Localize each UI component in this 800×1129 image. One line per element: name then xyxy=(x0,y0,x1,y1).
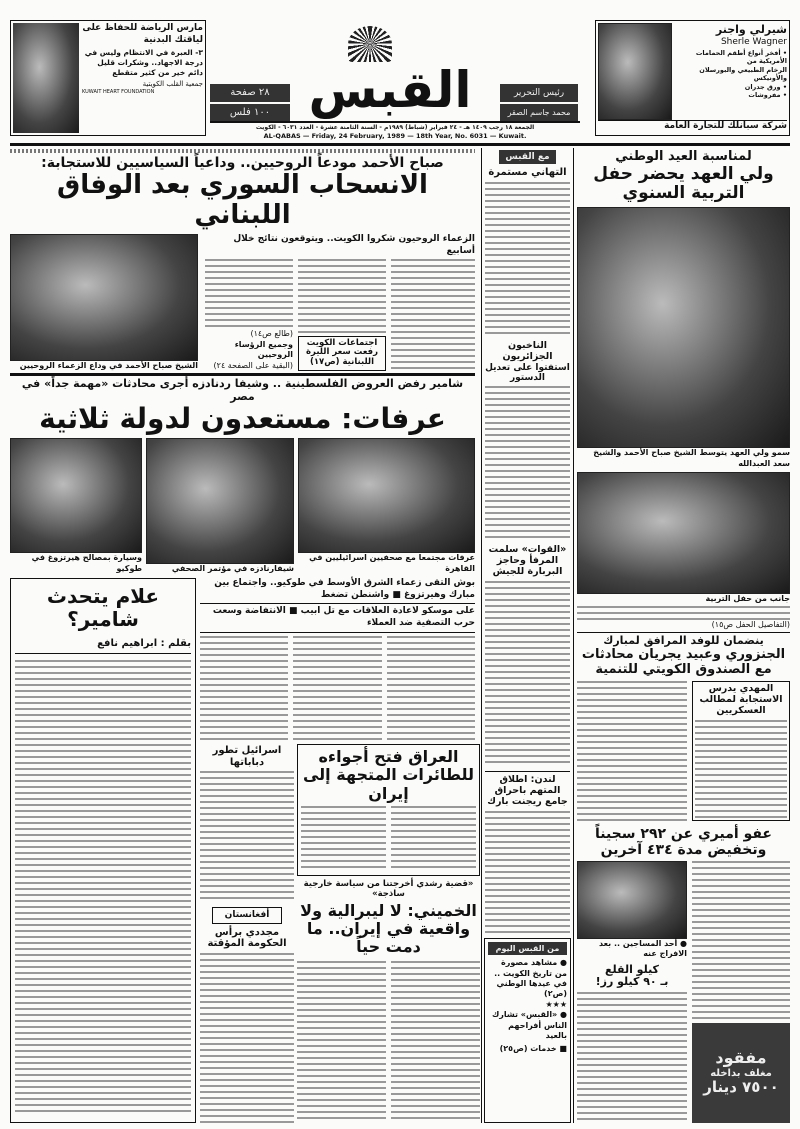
kilo-body xyxy=(577,992,687,1123)
arafat-body xyxy=(200,636,288,740)
ceremony-photo xyxy=(577,207,790,448)
ad-sub: مغلف بداخله xyxy=(710,1067,772,1079)
lead-body xyxy=(205,259,293,329)
arafat-kicker: شامير رفض العروض الفلسطينية .. وشيفا ردنادزه أجرى محادثات «مهمة جداً» في مصر xyxy=(21,377,464,403)
kilo-headline-a: كيلو القلع xyxy=(605,962,659,976)
photo-column xyxy=(146,438,294,574)
today-item[interactable]: ■ خدمات (ص٢٥) xyxy=(499,1044,567,1054)
iraq-body xyxy=(301,806,386,872)
jump: وجميع الرؤساء الروحيين xyxy=(234,339,293,360)
khomeini-columns xyxy=(297,961,480,1123)
caption: عرفات مجتمعا مع صحفيين اسرائيليين في القاهرة xyxy=(309,553,475,573)
london-body xyxy=(485,811,570,933)
khomeini-body xyxy=(391,961,480,1123)
london-headline: لندن: اطلاق المتهم باحراق جامع ريجنت بارك xyxy=(485,771,570,808)
dateline-en: AL-QABAS — Friday, 24 February, 1989 — 18th Year, No. 6031 — Kuwait. xyxy=(263,132,527,140)
ad-text-column xyxy=(82,23,203,133)
israel-tanks-headline: اسرائيل تطور دباباتها xyxy=(212,745,282,768)
ad-company: شركة سبانلك للتجارة العامة xyxy=(598,120,787,133)
prisoner-photo xyxy=(577,861,687,939)
lead-text-area xyxy=(203,234,475,371)
algeria-headline: استفتوا على تعديل الدستور xyxy=(485,362,570,384)
amnesty-headline: عفو أميري عن ٢٩٢ سجيناً وتخفيض مدة ٤٣٤ آخرين xyxy=(595,825,772,858)
lf-headline: «القوات» سلمت المرفأ وحاجز البربارة للجيش xyxy=(488,544,567,578)
caption: شيفارنادزه في مؤتمر الصحفي xyxy=(171,563,294,573)
jump: (طالع ص١٤) xyxy=(250,329,293,339)
ganzouri-kicker: ينضمان للوفد المرافق لمبارك xyxy=(603,634,764,648)
ganzouri-headline: الجنزوري وعبيد يجريان محادثات مع الصندوق الكويتي للتنمية xyxy=(581,646,786,677)
photo-bush xyxy=(10,438,142,553)
col-rule xyxy=(573,148,574,1123)
algeria-body xyxy=(485,386,570,539)
arafat-sub1: بوش التقى زعماء الشرق الأوسط في طوكيو.. واجتماع بين مبارك وهيرتزوغ ■ واشنطن تضغط xyxy=(214,578,475,600)
mojaddedi-headline: مجددي برأس الحكومة المؤقتة xyxy=(207,926,287,949)
algeria-kicker: الناخبون الجزائريون xyxy=(502,339,553,362)
price-label: ١٠٠ فلس xyxy=(210,104,290,122)
mahdi-box xyxy=(692,681,790,821)
ad-title: مفقود xyxy=(715,1048,767,1068)
photo-column xyxy=(10,438,142,574)
col-rule xyxy=(481,148,482,1123)
sun-emblem-icon xyxy=(348,26,392,62)
today-item[interactable]: ● مشاهد مصورة من تاريخ الكويت .. في عيدها الوطني (ص٢) xyxy=(494,958,567,999)
afghanistan-label: أفغانستان xyxy=(212,907,282,923)
caption: سمو ولي العهد يتوسط الشيخ صباح الأحمد والشيخ سعد العبدالله xyxy=(593,448,790,468)
arafat-headline: عرفات: مستعدون لدولة ثلاثية xyxy=(39,402,446,436)
today-item: ★★★ xyxy=(545,999,567,1009)
ad-body xyxy=(598,23,787,120)
lead-photo-column xyxy=(10,234,198,371)
ad-org-en: KUWAIT HEART FOUNDATION xyxy=(82,88,155,95)
lira-box: اجتماعات الكويت رفعت سعر الليرة اللبنانية (ص١٧) xyxy=(298,336,386,371)
masthead-rule xyxy=(210,121,580,123)
today-box xyxy=(484,938,571,1123)
ceremony-photo-2 xyxy=(577,472,790,594)
lead-photo xyxy=(10,234,198,361)
top-rule xyxy=(10,143,790,146)
today-item[interactable]: ● «القبس» تشارك الناس أفراحهم بالعيد xyxy=(491,1010,567,1040)
editor-title: رئيس التحرير xyxy=(500,84,578,102)
arafat-sub2: على موسكو لاعادة العلاقات مع تل ابيب ■ الانتفاضة وسعت حرب التصفية ضد العملاء xyxy=(200,603,475,632)
ad-amount: ٧٥٠٠ دينار xyxy=(703,1078,779,1097)
ganzouri-body xyxy=(577,681,687,821)
oped-byline: بقلم : ابراهيم نافع xyxy=(15,631,191,654)
congrats-body xyxy=(485,182,570,335)
rule xyxy=(577,632,790,633)
arafat-photos xyxy=(10,438,475,574)
lead-subhead: الزعماء الروحيون شكروا الكويت.. ويتوقعون نتائج خلال أسابيع xyxy=(233,233,475,256)
arafat-body xyxy=(387,636,475,740)
lf-body xyxy=(485,581,570,765)
lead-headline: الانسحاب السوري بعد الوفاق اللبناني xyxy=(57,170,428,230)
caption: جانب من حفل التربية xyxy=(705,593,790,603)
iraq-headline: العراق فتح أجواءه للطائرات المتجهة إلى إيران xyxy=(302,747,475,803)
ad-heart-foundation xyxy=(10,20,206,136)
lead-row xyxy=(10,234,475,371)
lead-kicker: صباح الأحمد مودعاً الروحيين.. وداعياً السياسيين للاستجابة: xyxy=(41,155,444,171)
lead-body xyxy=(391,259,475,371)
logo: القبس xyxy=(308,61,472,119)
center-column xyxy=(485,150,570,933)
lead-caption: الشيخ صباح الأحمد في وداع الزعماء الروحيين xyxy=(19,360,198,370)
ad-brand: شيرلي واجنر xyxy=(715,23,787,36)
mojaddedi-body xyxy=(200,953,294,1124)
amnesty-left xyxy=(577,861,687,1123)
right-column xyxy=(577,150,790,1123)
ad-line: • مفروشات xyxy=(748,91,787,100)
ad-line: • ورق جدران xyxy=(744,82,787,91)
ganzouri-row xyxy=(577,681,790,821)
tanks-body xyxy=(200,771,294,902)
amnesty-body xyxy=(692,861,790,1019)
ad-line: • أفخر أنواع أطقم الحمامات الأمريكية من xyxy=(695,48,787,66)
khomeini-kicker: «قضية رشدي أخرجتنا من سياسة خارجية ساذجة» xyxy=(303,879,474,899)
congrats-headline: التهاني مستمرة xyxy=(488,167,567,179)
amnesty-row xyxy=(577,861,790,1123)
lead-body xyxy=(298,259,386,332)
arafat-body xyxy=(293,636,381,740)
amnesty-right xyxy=(692,861,790,1123)
lead-left-column xyxy=(205,259,293,371)
rule xyxy=(10,373,475,376)
runner-photo xyxy=(13,23,79,133)
crown-prince-headline: ولي العهد يحضر حفل التربية السنوي xyxy=(593,163,774,204)
lead-story xyxy=(10,149,475,371)
arafat-story xyxy=(10,378,475,574)
mid-left-column xyxy=(200,745,294,1123)
ad-brand-en: Sherle Wagner xyxy=(720,37,787,48)
caption: وسيارة بمصالح هيرتزوغ في طوكيو xyxy=(31,553,142,573)
arafat-continuation xyxy=(200,578,475,740)
dateline-ar: الجمعة ١٨ رجب ١٤٠٩ هـ - ٢٤ فبراير (شباط) ١٩٨٩م - السنة الثامنة عشرة - العدد ٦٠٣١ - الكويت xyxy=(255,124,535,131)
faucet-photo xyxy=(598,23,672,120)
khomeini-headline: الخميني: لا ليبرالية ولا واقعية في إيران.. ما دمت حياً xyxy=(300,900,477,957)
with-qabas-box: مع القبس xyxy=(499,150,556,164)
ad-text-column xyxy=(675,23,787,120)
iraq-body xyxy=(391,806,476,872)
screen-band xyxy=(10,149,475,153)
mahdi-body xyxy=(695,720,787,818)
arafat-columns xyxy=(200,636,475,740)
oped-headline: علام يتحدث شامير؟ xyxy=(46,584,160,631)
caption: ● أحد المساجين .. بعد الافراج عنه xyxy=(599,939,687,959)
khomeini-body xyxy=(297,961,386,1123)
mahdi-headline: المهدي يدرس الاستجابة لمطالب العسكريين xyxy=(699,682,783,716)
kilo-headline-b: بـ ٩٠ كيلو رز! xyxy=(595,975,669,989)
photo-column xyxy=(298,438,475,574)
crown-prince-kicker: لمناسبة العيد الوطني xyxy=(615,149,752,164)
iraq-box xyxy=(297,744,480,876)
lead-mid-column xyxy=(298,259,386,371)
photo-arafat xyxy=(298,438,475,553)
jump: (البقية على الصفحة ٢٤) xyxy=(213,360,293,370)
photo-shevardnadze xyxy=(146,438,294,563)
crown-body xyxy=(577,606,790,620)
lost-envelope-ad xyxy=(692,1023,790,1123)
oped-body xyxy=(15,660,191,1116)
ad-text: مارس الرياضة للحفاظ على لياقتك البدنية xyxy=(82,23,203,45)
ad-org: جمعية القلب الكويتية xyxy=(142,79,203,88)
ad-line: الرخام الطبيعي والبورسلان والأونيكس xyxy=(699,65,787,83)
iraq-columns xyxy=(301,806,476,872)
lead-columns xyxy=(203,259,475,371)
details-jump: (التفاصيل الحفل ص١٥) xyxy=(711,619,790,629)
ad-text: ٣- العبرة في الانتظام وليس في درجة الاجهاد.. وشكرات قليل دائم خير من كثير متقطع xyxy=(84,48,203,77)
editor-name: محمد جاسم الصقر xyxy=(500,104,578,122)
khomeini-story xyxy=(297,880,480,1123)
pages-label: ٢٨ صفحة xyxy=(210,84,290,102)
oped-box xyxy=(10,578,196,1123)
ad-sherle-wagner xyxy=(595,20,790,136)
today-box-title: من القبس اليوم xyxy=(488,942,567,955)
